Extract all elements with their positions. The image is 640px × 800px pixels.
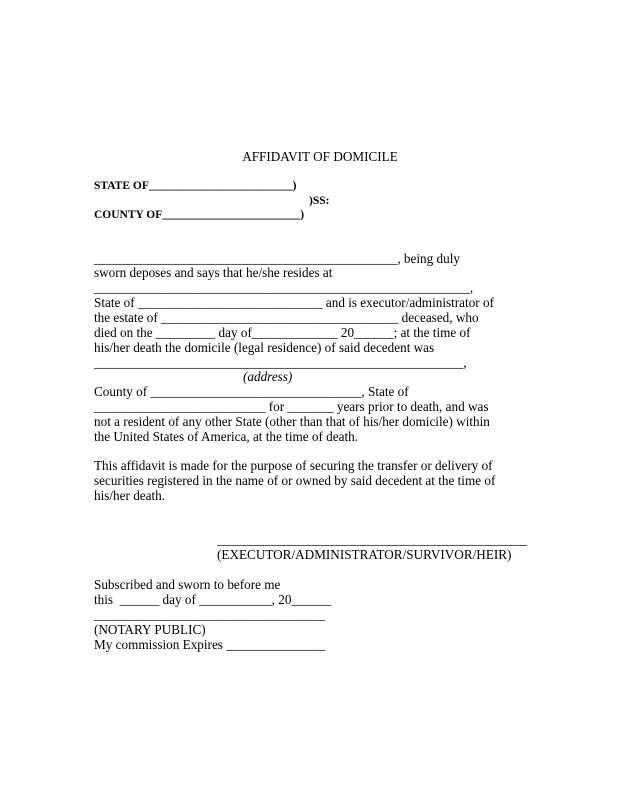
body-line-2: sworn deposes and says that he/she resides at [94, 265, 333, 280]
document-title: AFFIDAVIT OF DOMICILE [242, 149, 398, 164]
venue-ss-line: )SS: [309, 195, 330, 207]
body-line-1: ______________________________________________, being duly [94, 251, 460, 266]
notary-signature-line: ___________________________________ [94, 607, 325, 622]
venue-county-line: COUNTY OF________________________) [94, 209, 305, 221]
body-line-8: ________________________________________________________, [94, 355, 467, 370]
commission-expires-line: My commission Expires _______________ [94, 637, 326, 652]
purpose-line-1: This affidavit is made for the purpose of securing the transfer or delivery of [94, 458, 493, 473]
body-line-6: died on the _________ day of_____________ 20______; at the time of [94, 325, 471, 340]
venue-state-line: STATE OF_________________________) [94, 180, 297, 192]
body-line-7: his/her death the domicile (legal residence) of said decedent was [94, 340, 435, 355]
body-line-10: County of ________________________________, State of [94, 384, 409, 399]
body-line-4: State of ____________________________ and is executor/administrator of [94, 295, 494, 310]
purpose-line-2: securities registered in the name of or owned by said decedent at the time of [94, 473, 496, 488]
body-line-11: __________________________ for _______ years prior to death, and was [94, 399, 489, 414]
body-line-13: the United States of America, at the time of death. [94, 429, 359, 444]
notary-label: (NOTARY PUBLIC) [94, 622, 206, 637]
notary-line-1: Subscribed and sworn to before me [94, 577, 281, 592]
body-line-12: not a resident of any other State (other than that of his/her domicile) within [94, 414, 490, 429]
address-label: (address) [243, 369, 293, 384]
body-line-5: the estate of ____________________________________ deceased, who [94, 310, 479, 325]
signature-label: (EXECUTOR/ADMINISTRATOR/SURVIVOR/HEIR) [217, 547, 512, 562]
signature-line: _______________________________________________ [217, 532, 527, 547]
notary-line-2: this ______ day of ___________, 20______ [94, 592, 332, 607]
purpose-line-3: his/her death. [94, 488, 166, 503]
body-line-3: _________________________________________________________, [94, 280, 474, 295]
